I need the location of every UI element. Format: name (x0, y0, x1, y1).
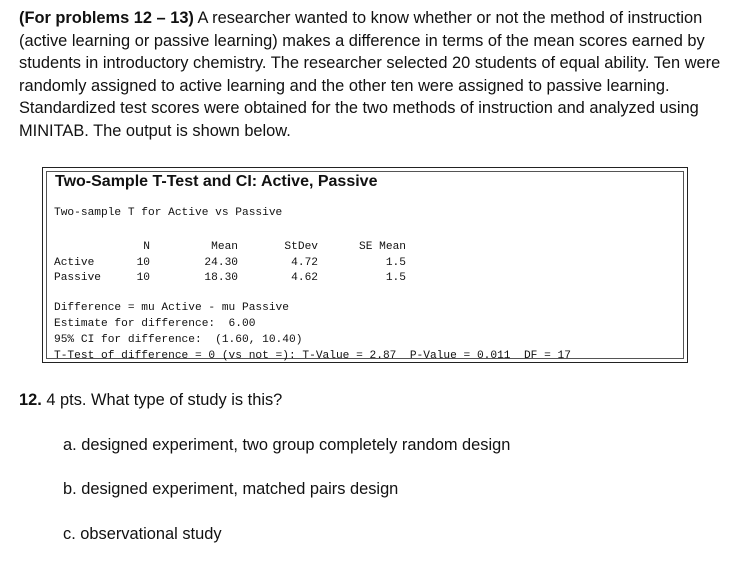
table-cell: 1.5 (385, 272, 406, 285)
difference-line: Difference = mu Active - mu Passive (54, 302, 289, 314)
question-text: 4 pts. What type of study is this? (41, 391, 283, 409)
table-cell: 4.62 (291, 272, 318, 285)
table-cell: 4.72 (291, 256, 318, 269)
option-a: a. designed experiment, two group completely random design (63, 436, 511, 454)
table-row (54, 255, 406, 271)
table-header-row (54, 239, 406, 255)
minitab-output-box (42, 167, 688, 363)
question-number: 12. (19, 391, 42, 409)
table-cell: 10 (136, 272, 150, 285)
ci-line: 95% CI for difference: (1.60, 10.40) (54, 334, 303, 346)
ttest-line: T-Test of difference = 0 (vs not =): T-Value = 2.87 P-Value = 0.011 DF = 17 (54, 350, 571, 362)
problem-intro (19, 7, 734, 143)
table-cell: 1.5 (385, 256, 406, 269)
table-cell: 18.30 (204, 272, 238, 285)
output-subtitle: Two-sample T for Active vs Passive (54, 207, 283, 219)
minitab-output-inner (46, 171, 684, 362)
table-cell: Passive (54, 272, 101, 285)
table-cell: Active (54, 256, 95, 269)
summary-stats-table (54, 239, 406, 286)
header-cell: Mean (211, 240, 238, 253)
header-cell: StDev (284, 240, 318, 253)
problem-range-label: (For problems 12 – 13) (19, 9, 194, 27)
estimate-line: Estimate for difference: 6.00 (54, 318, 256, 330)
option-b: b. designed experiment, matched pairs design (63, 480, 399, 498)
header-cell: N (143, 240, 150, 253)
table-cell: 10 (136, 256, 150, 269)
output-title: Two-Sample T-Test and CI: Active, Passive (55, 173, 378, 190)
option-c: c. observational study (63, 525, 222, 543)
problem-description: A researcher wanted to know whether or not the method of instruction (active learning or passive learning) makes a difference in terms of the mean scores earned by students in introductory chemistry. The researcher selected 20 students of equal ability. Ten were randomly assigned to active learning and the other ten were assigned to passive learning. Standardized test scores were obtained for the two methods of instruction and analyzed using MINITAB. The output is shown below. (19, 9, 721, 140)
table-cell: 24.30 (204, 256, 238, 269)
header-cell (54, 239, 126, 255)
header-cell: SE Mean (359, 240, 406, 253)
table-row (54, 270, 406, 286)
question-12 (19, 391, 282, 410)
